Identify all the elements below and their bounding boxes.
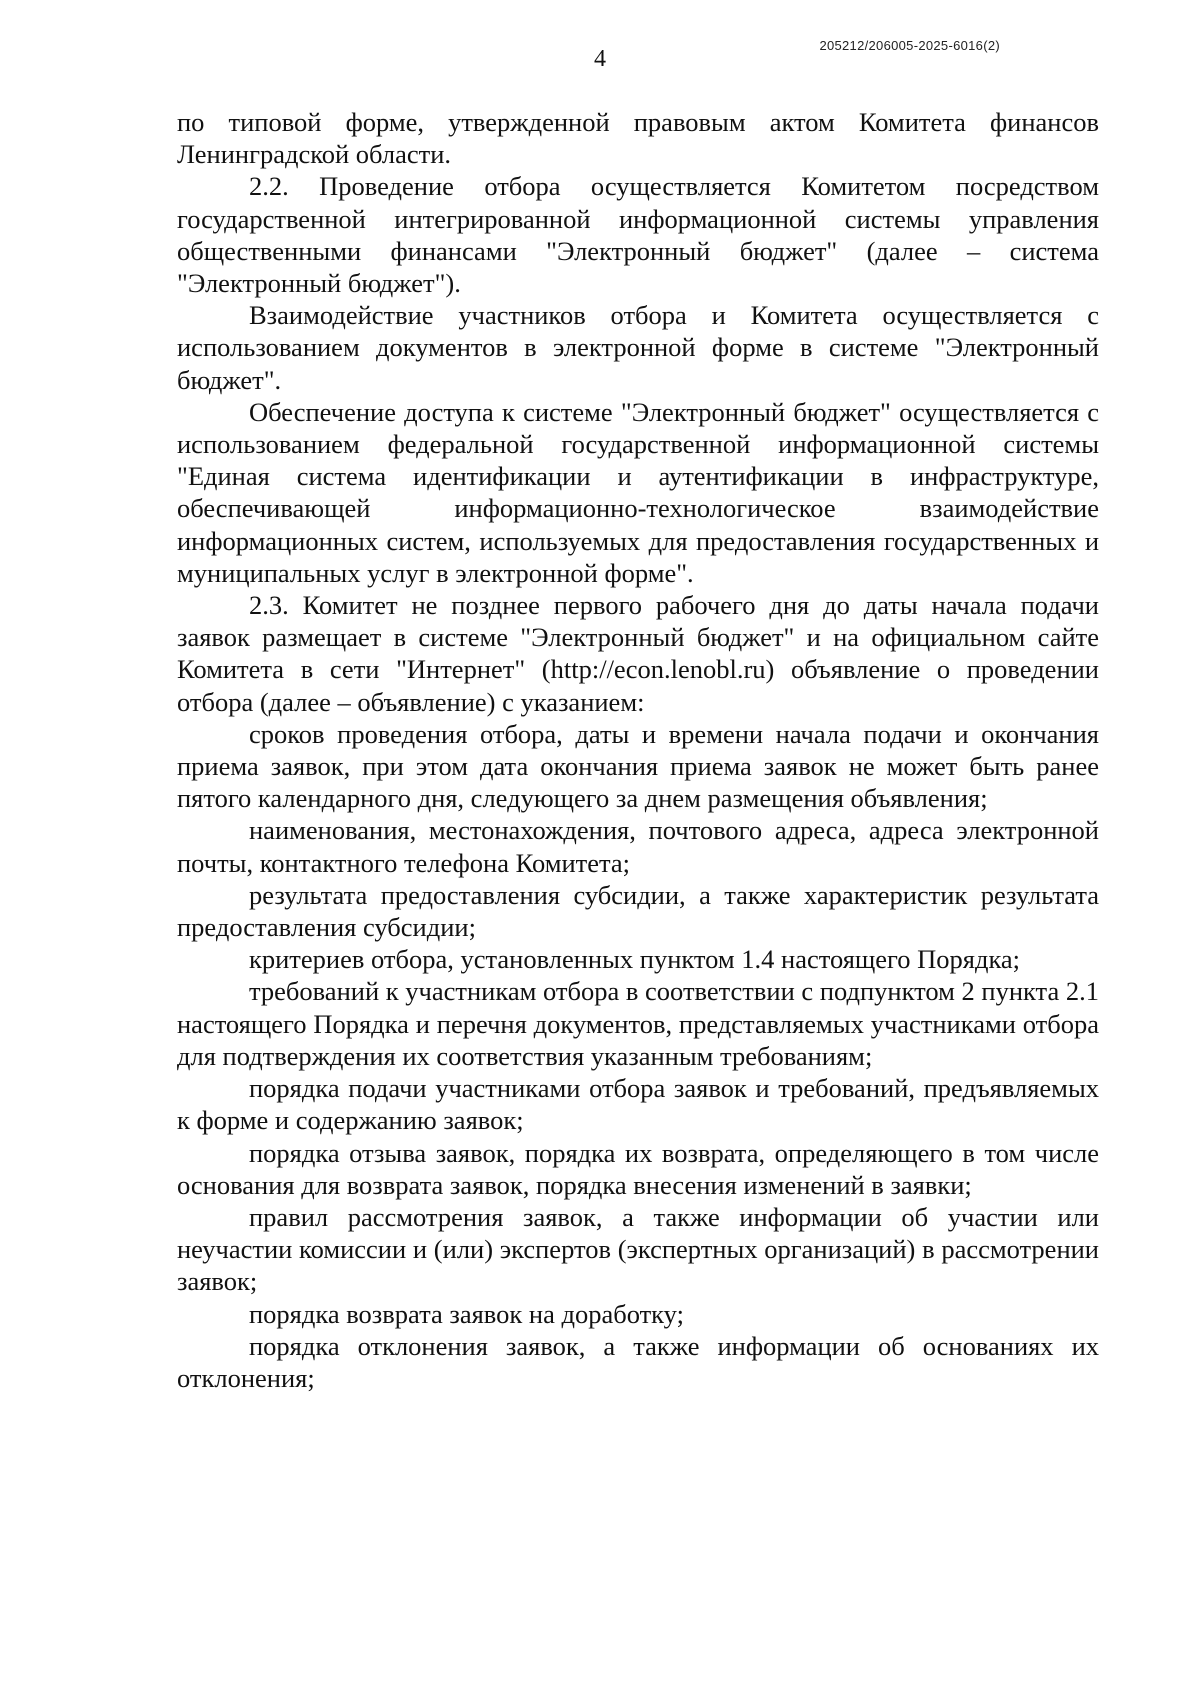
list-item-return: порядка возврата заявок на доработку;	[249, 1298, 684, 1329]
document-id: 205212/206005-2025-6016(2)	[819, 38, 1000, 53]
list-item-withdrawal: порядка отзыва заявок, порядка их возврата, определяющего в том числе основания для возврата заявок, порядка внесения изменений в заявки;	[177, 1137, 1099, 1200]
list-item-requirements: требований к участникам отбора в соответствии с подпунктом 2 пункта 2.1 настоящего Порядка и перечня документов, представляемых участниками отбора для подтверждения их соответствия указанным требованиям;	[177, 976, 1099, 1071]
list-item-result: результата предоставления субсидии, а также характеристик результата предоставления субсидии;	[177, 879, 1099, 943]
paragraph-continuation: по типовой форме, утвержденной правовым актом Комитета финансов Ленинградской области.	[177, 107, 1099, 170]
paragraph-2-3: 2.3. Комитет не позднее первого рабочего дня до даты начала подачи заявок размещает в системе "Электронный бюджет" и на официальном сайте Комитета в сети "Интернет" (http://econ.lenobl.ru) объявление о проведении отбора (далее – объявление) с указанием:	[177, 590, 1099, 717]
page-number: 4	[594, 46, 606, 72]
paragraph-interaction: Взаимодействие участников отбора и Комитета осуществляется с использованием документов в электронной форме в системе "Электронный бюджет".	[177, 300, 1099, 395]
paragraph-access: Обеспечение доступа к системе "Электронный бюджет" осуществляется с использованием федеральной государственной информационной системы "Единая система идентификации и аутентификации в инфраструктуре, обеспечивающей информационно-технологическое взаимодействие информационных систем, используемых для предоставления государственных и муниципальных услуг в электронной форме".	[177, 396, 1099, 588]
list-item-review-rules: правил рассмотрения заявок, а также информации об участии или неучастии комиссии и (или) экспертов (экспертных организаций) в рассмотрении заявок;	[177, 1201, 1099, 1297]
document-body	[177, 106, 1099, 1394]
list-item-deadlines: сроков проведения отбора, даты и времени начала подачи и окончания приема заявок, при этом дата окончания приема заявок не может быть ранее пятого календарного дня, следующего за днем размещения объявления;	[177, 718, 1099, 814]
list-item-criteria: критериев отбора, установленных пунктом 1.4 настоящего Порядка;	[249, 944, 1021, 975]
paragraph-2-2: 2.2. Проведение отбора осуществляется Комитетом посредством государственной интегрированной информационной системы управления общественными финансами "Электронный бюджет" (далее – система "Электронный бюджет").	[177, 171, 1099, 299]
list-item-submission: порядка подачи участниками отбора заявок и требований, предъявляемых к форме и содержанию заявок;	[177, 1073, 1099, 1136]
list-item-rejection: порядка отклонения заявок, а также информации об основаниях их отклонения;	[177, 1330, 1099, 1393]
list-item-contacts: наименования, местонахождения, почтового адреса, адреса электронной почты, контактного телефона Комитета;	[177, 815, 1099, 878]
